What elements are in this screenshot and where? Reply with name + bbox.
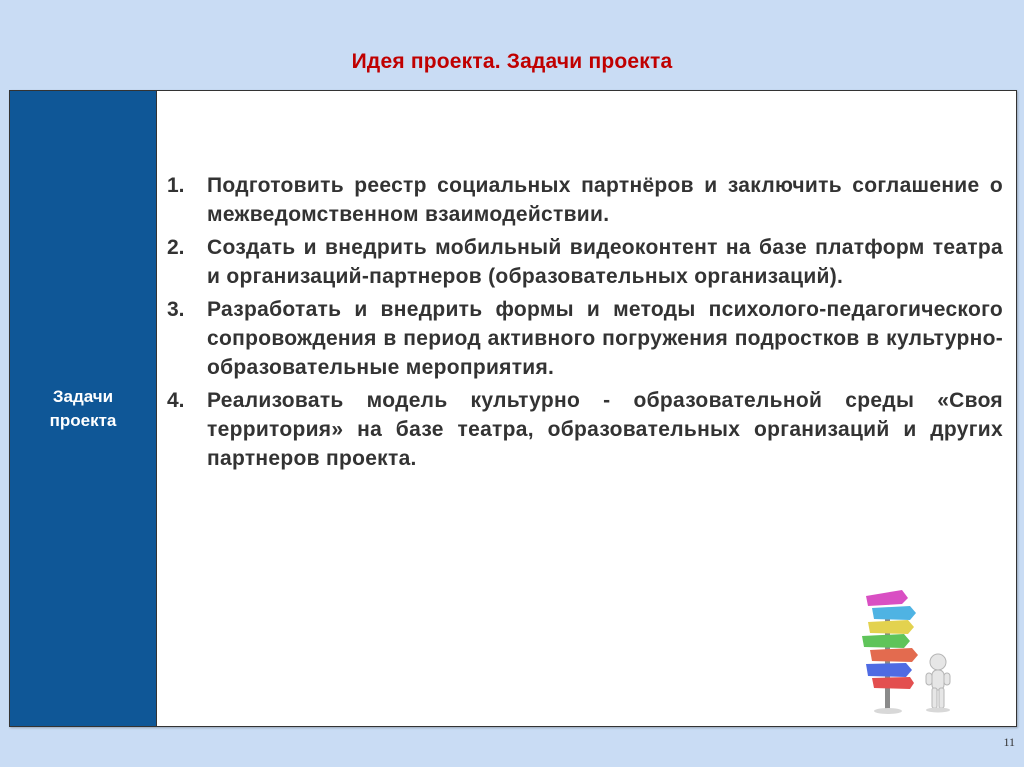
task-item [167,233,1003,291]
tasks-label-cell [10,91,157,726]
task-item [167,386,1003,473]
task-text: Разработать и внедрить формы и методы психолого-педагогического сопровождения в период активного погружения подростков в культурно-образовательные мероприятия. [207,298,1003,379]
page-number: 11 [1003,735,1015,749]
task-list [167,171,1003,477]
slide-title: Идея проекта. Задачи проекта [351,50,673,73]
task-number: 2. [167,236,185,259]
task-item [167,295,1003,382]
task-number: 4. [167,389,185,412]
tasks-label: Задачи проекта [49,386,117,430]
task-item [167,171,1003,229]
task-number: 1. [167,174,185,197]
signpost-figure-icon [852,578,962,718]
task-text: Создать и внедрить мобильный видеоконтент на базе платформ театра и организаций-партнеров (образовательных организаций). [207,236,1003,288]
task-number: 3. [167,298,185,321]
task-text: Реализовать модель культурно - образовательной среды «Своя территория» на базе театра, образовательных организаций и других партнеров проекта. [207,389,1003,470]
task-text: Подготовить реестр социальных партнёров и заключить соглашение о межведомственном взаимодействии. [207,174,1003,226]
